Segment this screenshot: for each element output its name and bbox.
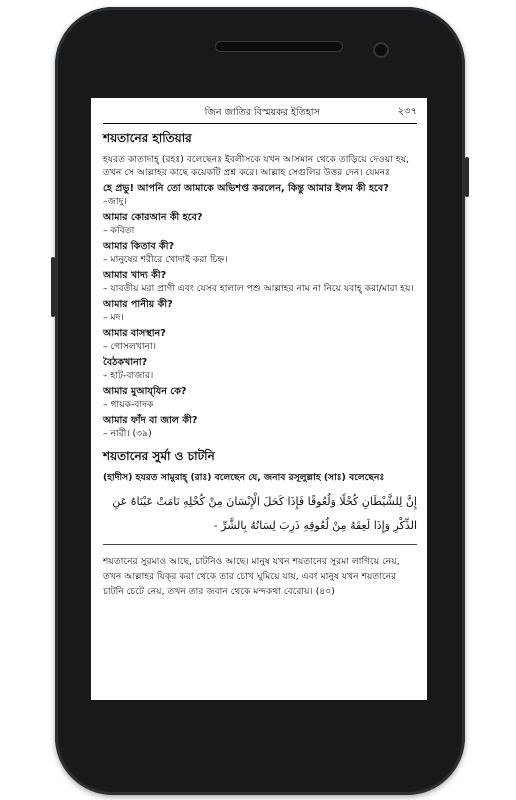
- earpiece-speaker: [215, 41, 343, 52]
- question: আমার কিতাব কী?: [103, 241, 175, 252]
- section-title: শয়তানের সুর্মা ও চাটনি: [103, 449, 215, 463]
- question: আমার পানীয় কী?: [103, 299, 173, 310]
- question: আমার বাসস্থান?: [103, 328, 166, 339]
- section-intro: হযরত কাতাদাহ্‌ (রহঃ) বলেছেনঃ ইবলীসকে যখন আসমান থেকে তাড়িয়ে দেওয়া হয়, তখন সে আল্লাহর কাছে কয়েকটি প্রশ্ন করে। আল্লাহ সেগুলির উত্তর দেন। যেমনঃ: [103, 154, 410, 178]
- answer: – গায়ক-বাদক: [103, 399, 154, 410]
- page-number: ২৩৭: [397, 106, 417, 117]
- question: আমার মুআয্‌যিন কে?: [103, 386, 187, 397]
- volume-button[interactable]: [51, 257, 55, 317]
- answer: –জাদু।: [103, 196, 127, 207]
- phone-screen[interactable]: [91, 98, 427, 700]
- front-camera-icon: [373, 42, 389, 58]
- running-header: [103, 98, 417, 124]
- answer: – যাবতীয় মরা প্রাণী এবং যেসব হালাল পশু আল্লাহর নাম না নিয়ে যবাহ্‌ করা/মারা হয়।: [103, 283, 414, 294]
- arabic-hadith: إِنَّ لِلشَّيْطَانِ كُحْلًا وَلُعُوقًا فَإِذَا كَحَلَ الْإِنْسَانَ مِنْ كُحْلِهِ نَامَتْ عَيْنَاهُ عَنِ الذِّكْرِ وَإِذَا لَعِقَهُ مِنْ لُعُوقِهِ ذَرِبَ لِسَانُهُ بِالشَّرِّ -: [112, 495, 417, 532]
- section-title: শয়তানের হাতিয়ার: [103, 131, 192, 145]
- question: আমার ফাঁদ বা জাল কী?: [103, 415, 198, 426]
- answer: – নারী। (৩৯): [103, 428, 152, 439]
- answer: – কবিতা: [103, 225, 135, 236]
- power-button[interactable]: [465, 157, 469, 197]
- answer: – মানুষের শরীরে খোদাই করা চিহ্ন।: [103, 254, 228, 265]
- hadith-explanation: শয়তানের সুরমাও আছে, চাটনিও আছে। মানুষ যখন শয়তানের সুরমা লাগিয়ে নেয়, তখন আল্লাহর যিক্‌র করা থেকে তার চোখ ঘুমিয়ে যায়, এবং মানুষ যখন শয়তানের চাটনি চেটে নেয়, তখন তার জবান থেকে মন্দকথা বেরোয়। (৪০): [103, 556, 400, 598]
- hadith-intro: (হাদীস) হযরত সামুরাহ্‌ (রাঃ) বলেছেন যে, জনাব রসূলুল্লাহ (সাঃ) বলেছেনঃ: [103, 472, 385, 483]
- answer: – গোসলখানা।: [103, 341, 156, 352]
- book-title: জিন জাতির বিস্ময়কর ইতিহাস: [204, 107, 320, 118]
- answer: – হাট-বাজার।: [103, 370, 154, 381]
- question: হে প্রভু! আপনি তো আমাকে অভিশপ্ত করলেন, কিন্তু আমার ইলম কী হবে?: [103, 183, 389, 194]
- question: বৈঠকখানা?: [103, 357, 148, 368]
- answer: – মদ।: [103, 312, 124, 323]
- question: আমার খাদ্য কী?: [103, 270, 167, 281]
- book-page: [91, 98, 427, 700]
- question: আমার কোরআন কী হবে?: [103, 212, 203, 223]
- qa-list: [103, 182, 417, 440]
- divider: [103, 544, 417, 545]
